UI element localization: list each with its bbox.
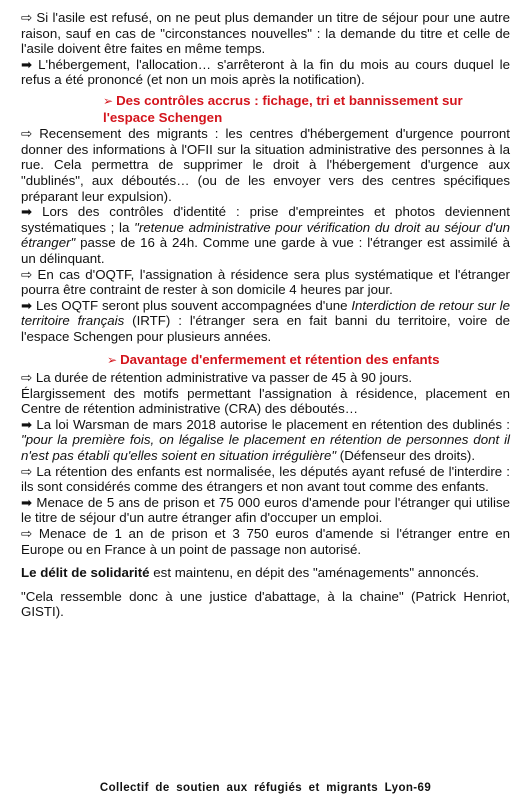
- paragraph-housing: [21, 57, 510, 88]
- hollow-arrow-icon: ⇨: [21, 526, 33, 541]
- paragraph-text: (Défenseur des droits).: [336, 448, 476, 464]
- bold-arrow-icon: ➡: [21, 297, 33, 313]
- paragraph-children-detention: [21, 464, 510, 495]
- paragraph-irtf: [21, 298, 510, 345]
- paragraph-text: En cas d'OQTF, l'assignation à résidence sera plus systématique et l'étranger pourra être contraint de rester à son domicile 4 heures par jour.: [21, 266, 510, 298]
- heading-text: Davantage d'enfermement et rétention des enfants: [120, 352, 440, 368]
- hollow-arrow-icon: ⇨: [21, 266, 33, 282]
- paragraph-oqtf-assignment: [21, 267, 510, 298]
- bold-arrow-icon: ➡: [21, 56, 33, 72]
- bold-arrow-icon: ➡: [21, 204, 33, 220]
- paragraph-text: Menace de 1 an de prison et 3 750 euros d'amende si l'étranger entre en Europe ou en France à un point de passage non autorisé.: [21, 526, 510, 557]
- paragraph-penalty-1-year: [21, 526, 510, 557]
- section-heading-detention: [21, 352, 510, 369]
- paragraph-quote-henriot: [21, 589, 510, 620]
- heading-text: Des contrôles accrus : fichage, tri et bannissement sur: [116, 92, 463, 108]
- heading-text-continued: l'espace Schengen: [103, 109, 223, 125]
- paragraph-asylum-refusal: [21, 10, 510, 57]
- hollow-arrow-icon: ⇨: [21, 370, 33, 386]
- bold-arrow-icon: ➡: [21, 416, 33, 432]
- bold-text: Le délit de solidarité: [21, 565, 150, 581]
- hollow-arrow-icon: ⇨: [21, 463, 33, 479]
- paragraph-text: La durée de rétention administrative va passer de 45 à 90 jours.: [35, 370, 413, 386]
- paragraph-text: "Cela ressemble donc à une justice d'abattage, à la chaine" (Patrick Henriot, GISTI).: [21, 588, 510, 620]
- page-footer: Collectif de soutien aux réfugiés et migrants Lyon-69: [99, 782, 432, 794]
- paragraph-text: La loi Warsman de mars 2018 autorise le placement en rétention des dublinés :: [36, 416, 510, 432]
- paragraph-identity-checks: [21, 204, 510, 266]
- hollow-arrow-icon: ⇨: [21, 126, 33, 142]
- paragraph-text: L'hébergement, l'allocation… s'arrêteront à la fin du mois au cours duquel le refus a été prononcé (et non un mois après la notification).: [21, 56, 510, 88]
- paragraph-text: est maintenu, en dépit des "aménagements" annoncés.: [149, 565, 480, 581]
- paragraph-census: [21, 126, 510, 204]
- paragraph-warsman-law: [21, 417, 510, 464]
- paragraph-text: Menace de 5 ans de prison et 75 000 euros d'amende pour l'étranger qui utilise le titre de séjour d'un autre étranger afin d'occuper un emploi.: [21, 494, 510, 526]
- hollow-arrow-icon: ⇨: [21, 10, 33, 25]
- paragraph-solidarity-offence: [21, 565, 510, 581]
- bold-arrow-icon: ➡: [21, 494, 33, 510]
- paragraph-assignment-motives: [21, 386, 510, 417]
- paragraph-text: Si l'asile est refusé, on ne peut plus demander un titre de séjour pour une autre raison, sauf en cas de "circonstances nouvelles" : la demande du titre et celle de l'asile doivent être faites en même temps.: [21, 10, 510, 57]
- paragraph-detention-duration: [21, 370, 510, 386]
- paragraph-text: (IRTF) : l'étranger sera en fait banni du territoire, voire de l'espace Schengen pour plusieurs années.: [21, 313, 510, 344]
- paragraph-penalty-5-years: [21, 495, 510, 526]
- heading-arrow-icon: ➢: [107, 353, 118, 368]
- paragraph-text: Les OQTF seront plus souvent accompagnées d'une: [35, 297, 352, 313]
- heading-arrow-icon: ➢: [103, 93, 114, 108]
- paragraph-text: Recensement des migrants : les centres d'hébergement d'urgence pourront donner des informations à l'OFII sur la situation administrative des personnes à la rue. Cela permettra de supprimer le droit à l'hébergement d'urgence aux "dublinés", aux déboutés… (ou de les envoyer vers des centres spécifiques préparant leur expulsion).: [21, 126, 510, 204]
- quote-text: "retenue administrative pour vérification du droit au séjour d'un étranger": [21, 219, 510, 251]
- paragraph-text: passe de 16 à 24h. Comme une garde à vue : l'étranger est assimilé à un délinquant.: [21, 235, 510, 266]
- paragraph-text: Élargissement des motifs permettant l'assignation à résidence, placement en Centre de rétention administrative (CRA) des déboutés…: [21, 385, 510, 417]
- emphasis-text: Interdiction de retour sur le territoire français: [21, 297, 511, 329]
- paragraph-text: La rétention des enfants est normalisée, les députés ayant refusé de l'interdire : ils sont considérés comme des étrangers et non avant tout comme des enfants.: [21, 463, 510, 495]
- section-heading-controls: [21, 93, 510, 125]
- paragraph-text: Lors des contrôles d'identité : prise d'empreintes et photos deviennent systématiques ; la: [21, 204, 510, 235]
- quote-text: "pour la première fois, on légalise le placement en rétention de personnes dont il n'est pas établi qu'elles soient en situation irrégulière": [21, 432, 510, 464]
